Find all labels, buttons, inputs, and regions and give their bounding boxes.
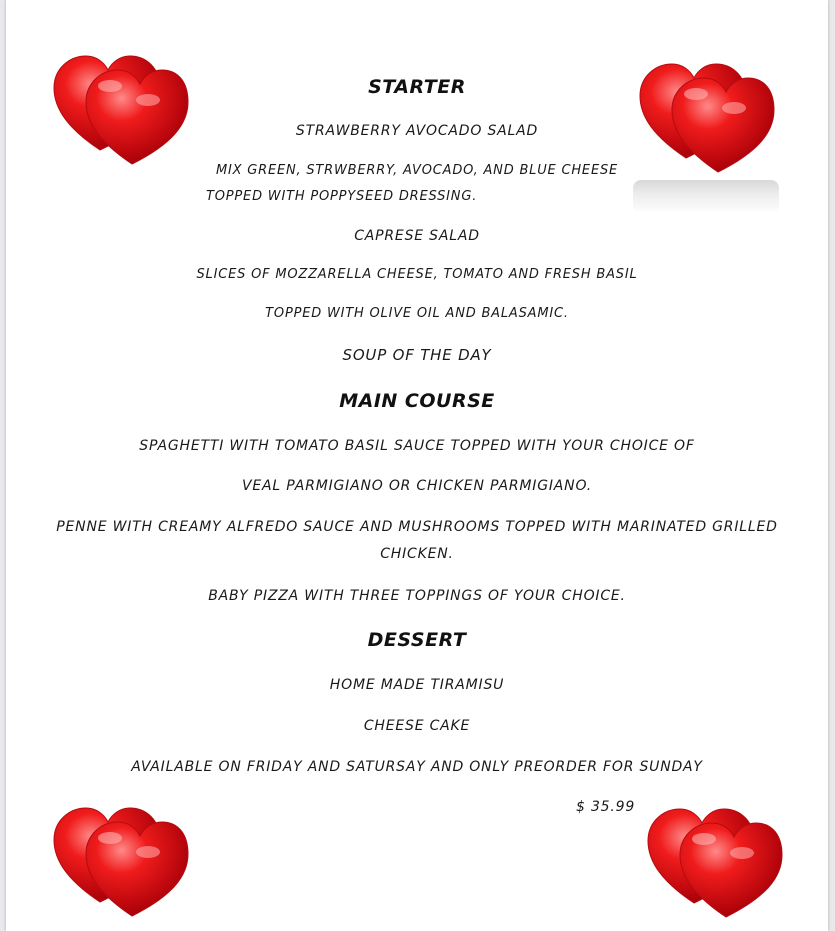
double-heart-icon [644,803,784,923]
availability-note: AVAILABLE ON FRIDAY AND SATURSAY AND ONLY PREORDER FOR SUNDAY [131,759,703,775]
section-heading-dessert: DESSERT [367,629,467,651]
menu-item: HOME MADE TIRAMISU [329,677,505,693]
section-heading-main-course: MAIN COURSE [339,390,495,412]
menu-item: SOUP OF THE DAY [342,346,492,364]
menu-item: CHICKEN. [380,546,454,562]
price: $ 35.99 [576,799,636,815]
gray-shadow-decoration [633,180,779,214]
menu-item: BABY PIZZA WITH THREE TOPPINGS OF YOUR CHOICE. [208,588,626,604]
menu-item: SPAGHETTI WITH TOMATO BASIL SAUCE TOPPED WITH YOUR CHOICE OF [139,438,695,454]
menu-item-description: SLICES OF MOZZARELLA CHEESE, TOMATO AND FRESH BASIL [196,267,638,282]
double-heart-icon [50,802,190,922]
section-heading-starter: STARTER [368,76,466,98]
menu-page [6,0,828,931]
menu-item-description: TOPPED WITH POPPYSEED DRESSING. [206,189,478,204]
menu-item: CHEESE CAKE [363,718,471,734]
cropped-title-fragment [6,0,828,11]
menu-item: VEAL PARMIGIANO OR CHICKEN PARMIGIANO. [242,478,592,494]
menu-item-description: MIX GREEN, STRWBERRY, AVOCADO, AND BLUE CHEESE [215,163,619,178]
menu-item: PENNE WITH CREAMY ALFREDO SAUCE AND MUSHROOMS TOPPED WITH MARINATED GRILLED [56,519,778,535]
double-heart-icon [50,50,190,170]
menu-item-description: TOPPED WITH OLIVE OIL AND BALASAMIC. [265,306,569,321]
menu-item: CAPRESE SALAD [354,228,480,244]
menu-item: STRAWBERRY AVOCADO SALAD [295,123,539,139]
